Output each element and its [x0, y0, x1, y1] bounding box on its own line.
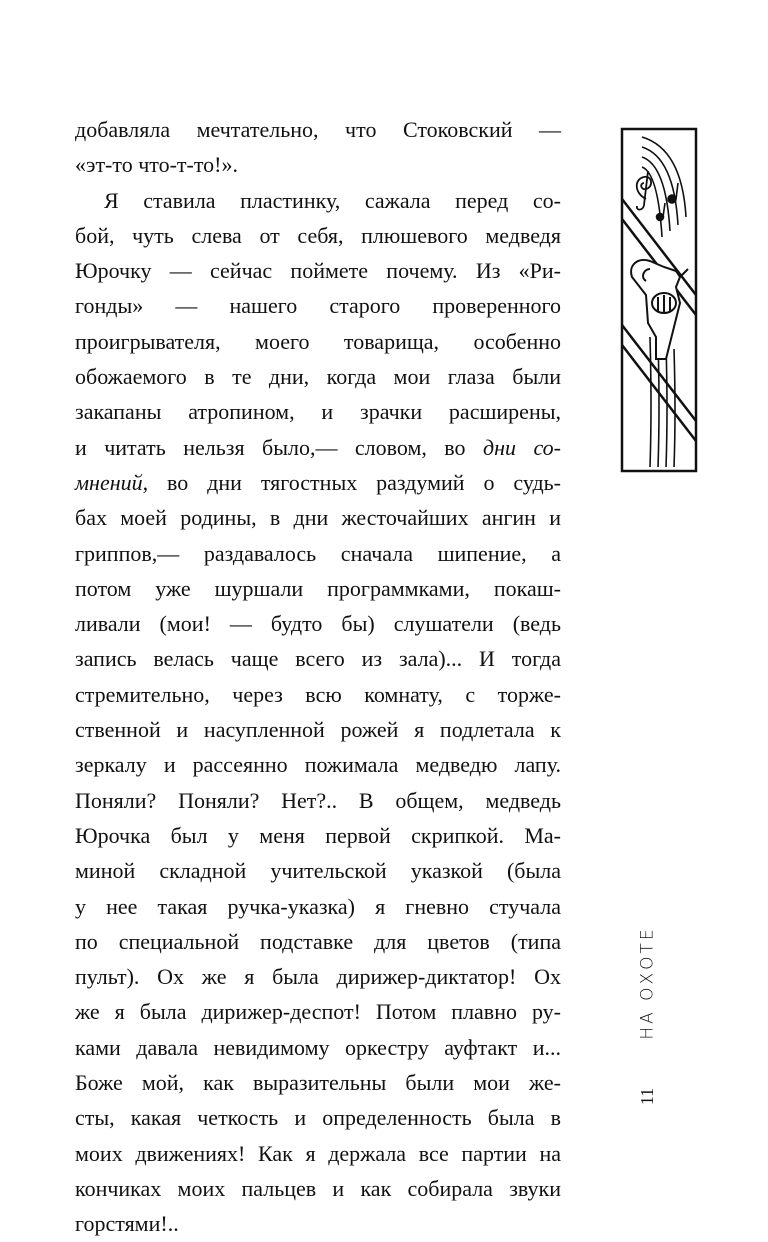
text-line: сты, какая четкость и определенность была в [75, 1105, 561, 1131]
text-line: Я ставила пластинку, сажала перед со- [104, 187, 561, 213]
text-line: бой, чуть слева от себя, плюшевого медведя [75, 222, 561, 248]
text-line: и читать нельзя было,— словом, во дни со- [75, 434, 561, 460]
italic-phrase: дни со- [482, 434, 561, 460]
text-line: потом уже шуршали программками, покаш- [75, 575, 561, 601]
text-line: запись велась чаще всего из зала)... И тогда [75, 646, 561, 672]
revolver-icon [631, 260, 688, 359]
text-line: горстями!.. [75, 1211, 179, 1237]
text-line: по специальной подставке для цветов (типа [75, 928, 561, 954]
italic-phrase: мнений [75, 469, 143, 495]
text-line: стремительно, через всю комнату, с торже- [75, 681, 561, 707]
text-line: «эт-то что-т-то!». [75, 152, 239, 178]
text-line: Поняли? Поняли? Нет?.. В общем, медведь [75, 787, 561, 813]
text-line: добавляла мечтательно, что Стоковский — [75, 117, 561, 142]
running-head: НА ОХОТЕ [638, 926, 659, 1040]
text-line: миной складной учительской указкой (была [75, 858, 561, 884]
text-line: Юрочку — сейчас поймете почему. Из «Ри- [75, 258, 561, 284]
text-line: обожаемого в те дни, когда мои глаза были [75, 364, 561, 390]
text-line: кончиках моих пальцев и как собирала звуки [75, 1175, 561, 1201]
chapter-vignette [620, 127, 700, 474]
text-line: закапаны атропином, и зрачки расширены, [75, 399, 561, 425]
text-line: же я была дирижер-деспот! Потом плавно ру- [75, 999, 561, 1025]
text-line: гонды» — нашего старого проверенного [75, 293, 561, 319]
text-line: пульт). Ох же я была дирижер-диктатор! Ох [75, 964, 561, 990]
text-line: у нее такая ручка-указка) я гневно стучала [75, 893, 561, 919]
text-line: ственной и насупленной рожей я подлетала к [75, 717, 561, 743]
treble-clef-icon [637, 171, 651, 210]
text-line: Боже мой, как выразительны были мои же- [75, 1070, 561, 1096]
body-text [75, 112, 561, 1242]
text-line: ками давала невидимому оркестру ауфтакт и... [75, 1034, 561, 1060]
text-line: ливали (мои! — будто бы) слушатели (ведь [75, 611, 561, 637]
text-line: бах моей родины, в дни жесточайших ангин и [75, 505, 561, 531]
text-line: Юрочка был у меня первой скрипкой. Ма- [75, 822, 561, 848]
text-line: моих движениях! Как я держала все партии на [75, 1140, 561, 1166]
text-line: гриппов,— раздавалось сначала шипение, а [75, 540, 561, 566]
text-line: проигрывателя, моего товарища, особенно [75, 328, 561, 354]
text-line: зеркалу и рассеянно пожимала медведю лапу. [75, 752, 561, 778]
text-line: мнений, во дни тягостных раздумий о судь- [75, 469, 561, 495]
page-number: 11 [637, 1087, 658, 1105]
